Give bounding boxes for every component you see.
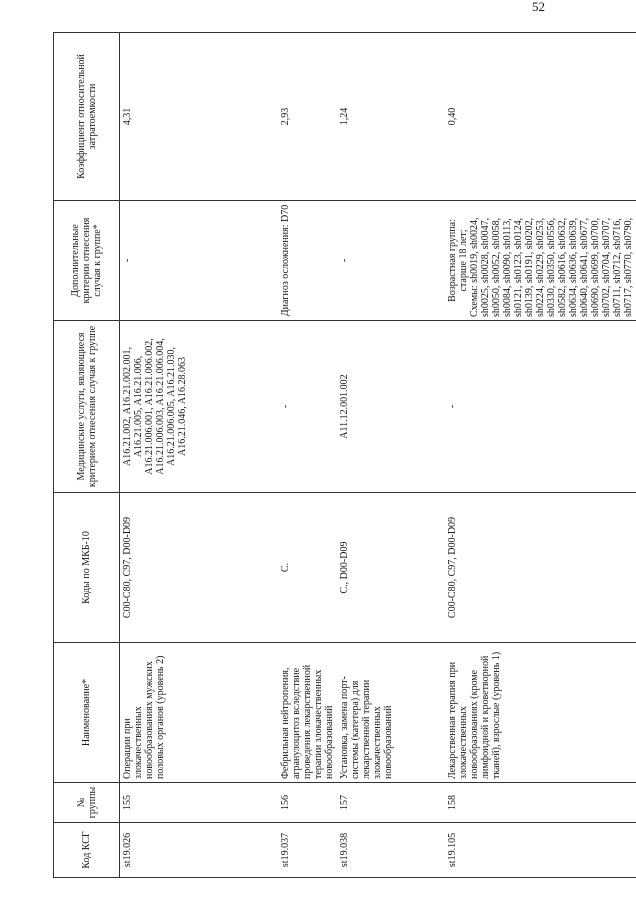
row-icd-codes: C00-C80, C97, D00-D09 <box>443 493 636 643</box>
scheme-line: sh0084, sh0090, sh0113, <box>502 218 513 317</box>
scheme-line: sh0121, sh0123, sh0124, <box>513 217 524 317</box>
table-row <box>443 33 636 878</box>
row-extra-criteria <box>443 201 636 321</box>
row-group-number: 156 <box>278 783 337 823</box>
rotated-page-content <box>53 33 634 878</box>
scheme-line: sh0139, sh0191, sh0202, <box>524 217 535 317</box>
row-services: A16.21.002, A16.21.002.001, A16.21.005, A16.21.006, A16.21.006.001, A16.21.006.002, A16.21.006.003, A16.21.006.004, A16.21.006.005, A16.21.030, A16.21.046, A16.28.063 <box>120 321 279 493</box>
row-services: - <box>278 321 337 493</box>
row-coefficient: 4,31 <box>120 33 279 201</box>
row-icd-codes: C., D00-D09 <box>337 493 443 643</box>
row-name: Лекарственная терапия при злокачественных новообразованиях (кроме лимфоидной и кроветворной тканей), взрослые (уровень 1) <box>443 643 636 783</box>
scheme-line: sh0330, sh0350, sh0556, <box>546 217 557 317</box>
row-name: Установка, замена порт-системы (катетера) для лекарственной терапии злокачественных новообразований <box>337 643 443 783</box>
header-icd-codes: Коды по МКБ-10 <box>54 493 120 643</box>
table-row <box>278 33 337 878</box>
header-services: Медицинские услуги, являющиеся критерием отнесения случая к группе <box>54 321 120 493</box>
row-icd-codes: C00-C80, C97, D00-D09 <box>120 493 279 643</box>
row-services: A11.12.001.002 <box>337 321 443 493</box>
row-coefficient: 1,24 <box>337 33 443 201</box>
row-name: Операции при злокачественных новообразованиях мужских половых органов (уровень 2) <box>120 643 279 783</box>
row-group-number: 155 <box>120 783 279 823</box>
row-name: Фебрильная нейтропения, агранулоцитоз вследствие проведения лекарственной терапии злокачественных новообразований <box>278 643 337 783</box>
row-extra-criteria: - <box>120 201 279 321</box>
table-header-row <box>54 33 120 878</box>
row-icd-codes: C. <box>278 493 337 643</box>
scheme-line: Схемы: sh0019, sh0024, <box>469 217 480 317</box>
row-code: st19.038 <box>337 823 443 878</box>
row-code: st19.105 <box>443 823 636 878</box>
row-coefficient: 2,93 <box>278 33 337 201</box>
row-extra-criteria: - <box>337 201 443 321</box>
scheme-line: sh0717, sh0770, sh0790, <box>623 217 634 317</box>
header-code: Код КСГ <box>54 823 120 878</box>
scheme-line: sh0640, sh0641, sh0677, <box>579 217 590 317</box>
row-services: - <box>443 321 636 493</box>
header-extra-criteria: Дополнительные критерии отнесения случая к группе* <box>54 201 120 321</box>
header-coefficient: Коэффициент относительной затратоемкости <box>54 33 120 201</box>
scheme-line: sh0050, sh0052, sh0058, <box>491 217 502 317</box>
age-group-label: Возрастная группа: старше 18 лет; <box>447 219 469 302</box>
row-group-number: 157 <box>337 783 443 823</box>
row-group-number: 158 <box>443 783 636 823</box>
row-extra-criteria: Диагноз осложнения: D70 <box>278 201 337 321</box>
scheme-line: sh0702, sh0704, sh0707, <box>601 217 612 317</box>
page-number: 52 <box>532 0 545 14</box>
row-code: st19.037 <box>278 823 337 878</box>
table-row <box>337 33 443 878</box>
row-code: st19.026 <box>120 823 279 878</box>
scheme-line: sh0690, sh0699, sh0700, <box>590 217 601 317</box>
scheme-line: sh0634, sh0636, sh0639, <box>568 217 579 317</box>
scheme-line: sh0582, sh0616, sh0632, <box>557 217 568 317</box>
scheme-line: sh0025, sh0028, sh0047, <box>480 217 491 317</box>
ksg-table <box>53 32 636 878</box>
header-name: Наименование* <box>54 643 120 783</box>
header-group-number: № группы <box>54 783 120 823</box>
scheme-line: sh0224, sh0229, sh0253, <box>535 217 546 317</box>
row-coefficient: 0,40 <box>443 33 636 201</box>
scheme-line: sh0711, sh0712, sh0716, <box>612 218 623 317</box>
table-row <box>120 33 279 878</box>
